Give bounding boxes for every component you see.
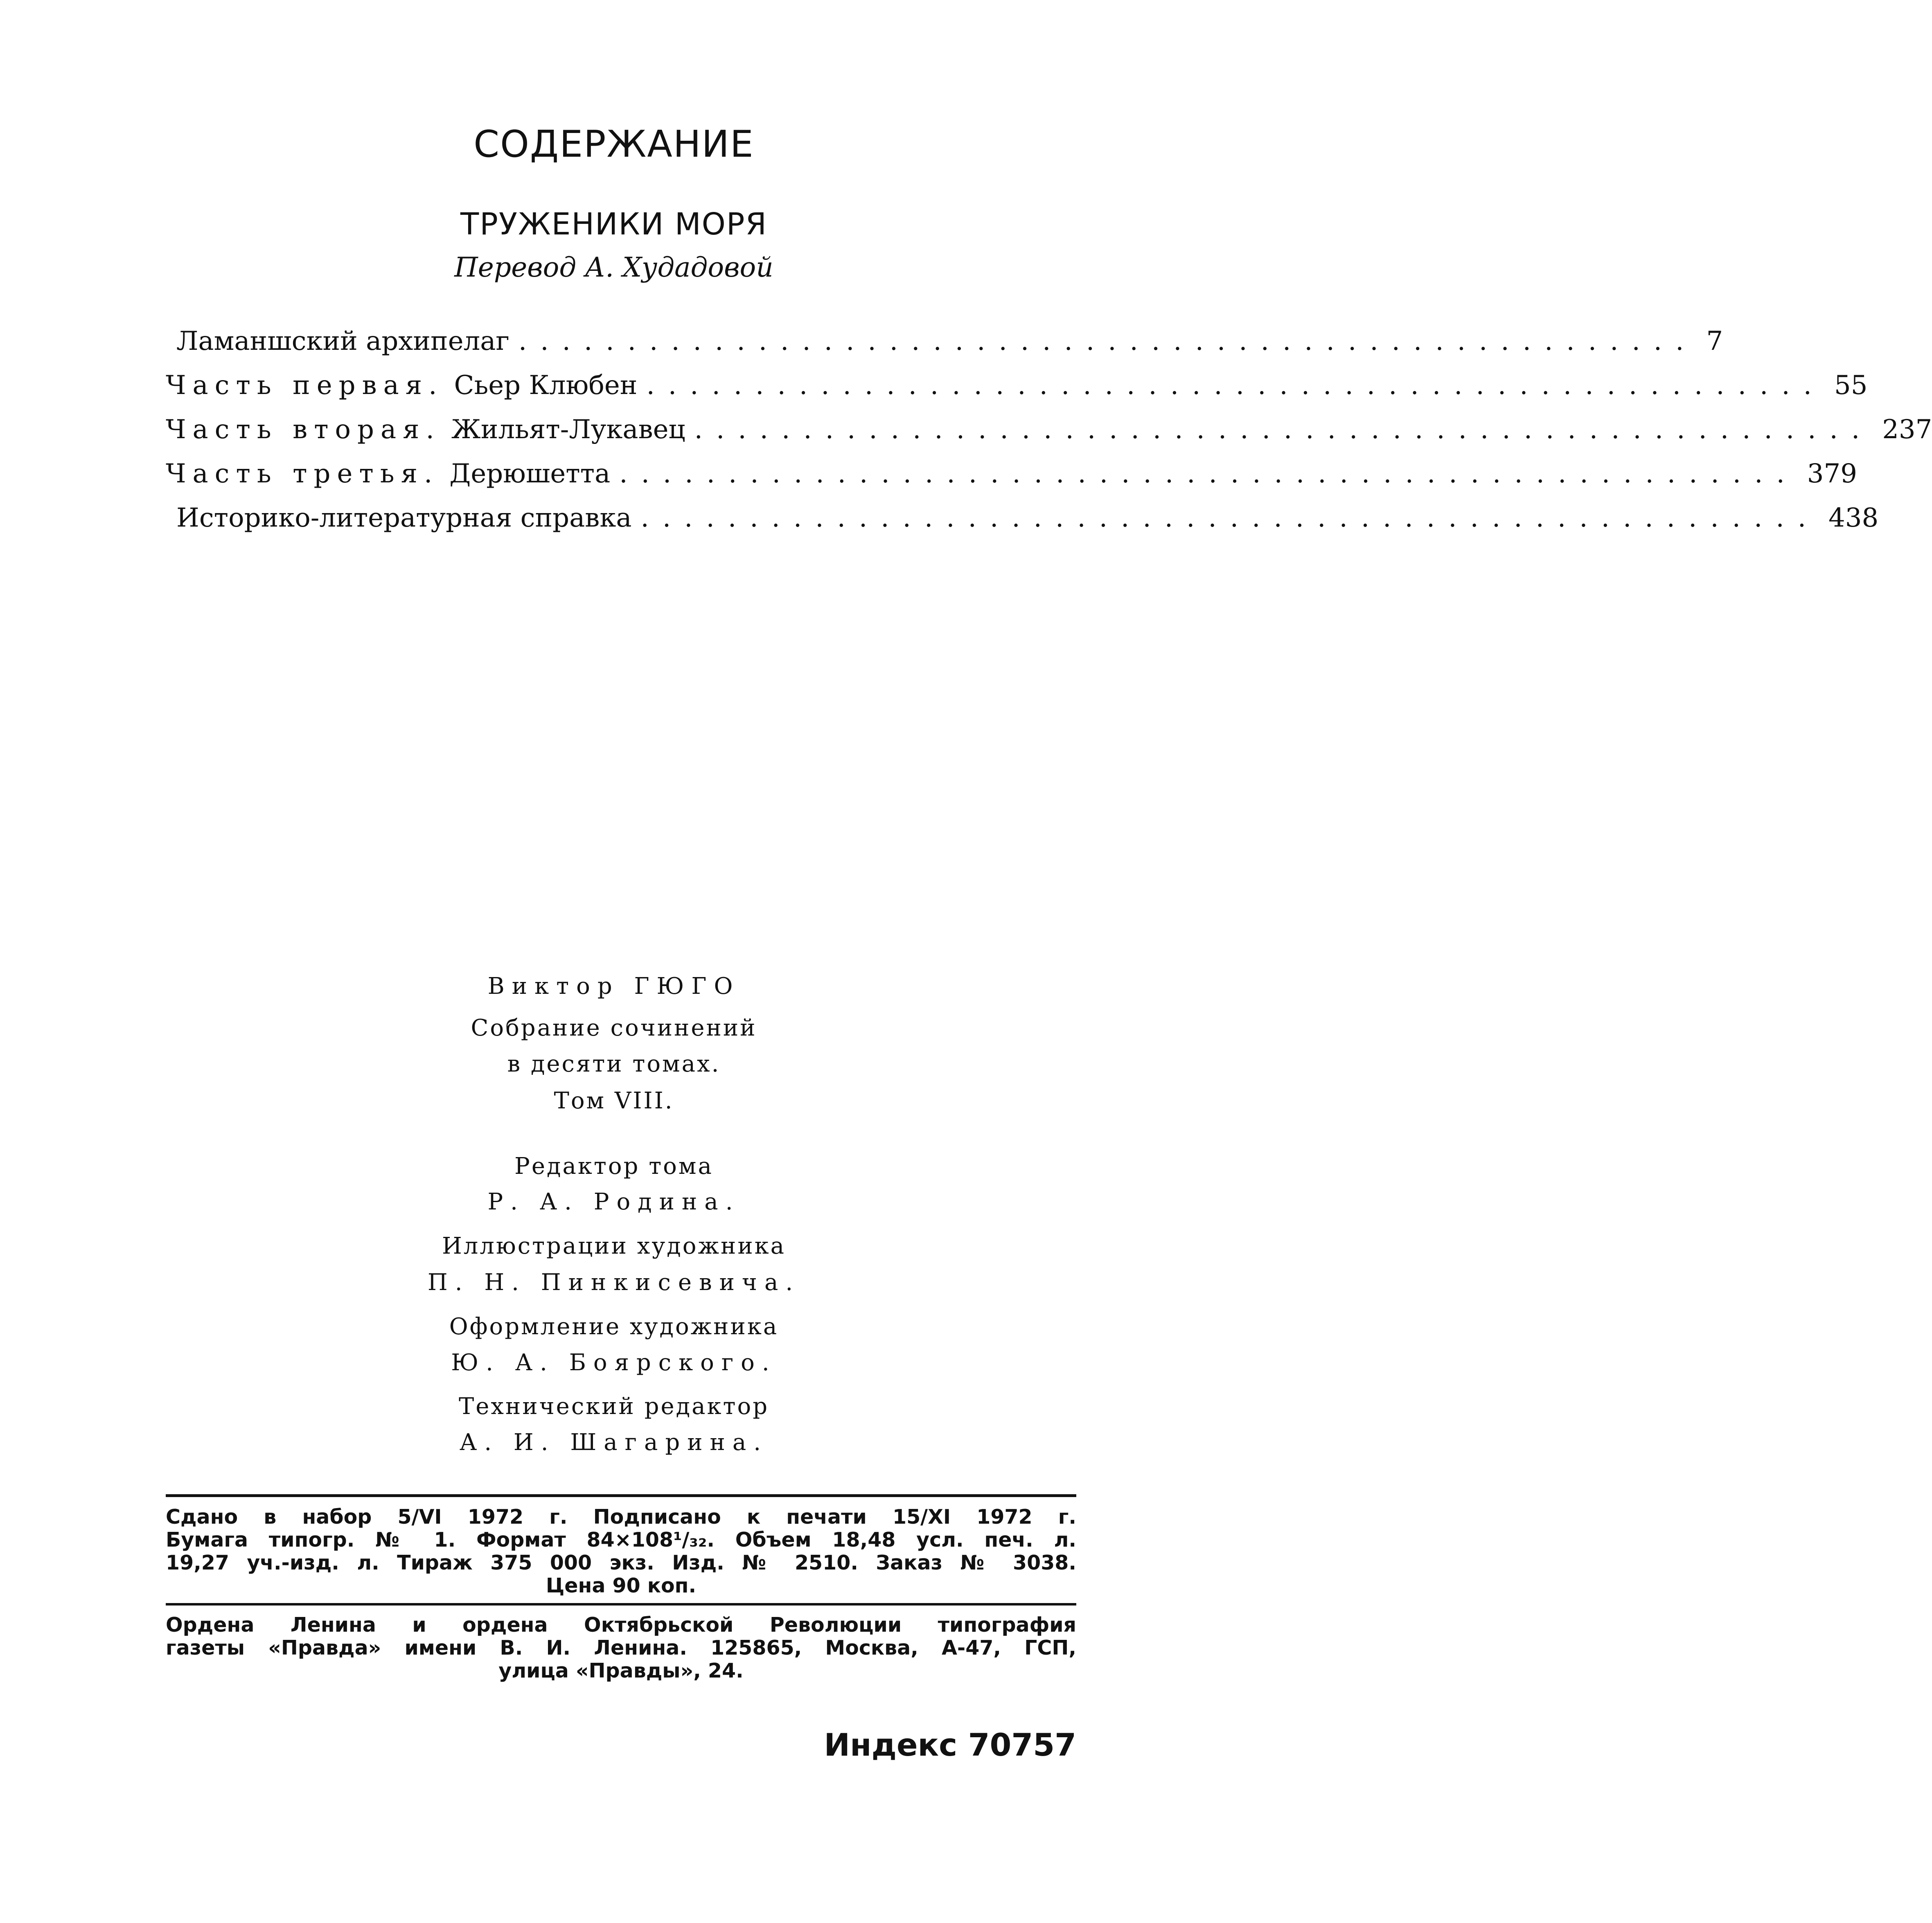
divider-bottom	[166, 1603, 1076, 1606]
toc-entry	[166, 452, 1857, 496]
toc-part-label: Часть третья.	[166, 459, 439, 489]
toc-entry	[166, 496, 1879, 540]
toc-page-number: 237	[1882, 414, 1932, 445]
editor-name: Р. А. Родина.	[487, 1189, 740, 1215]
collection-title: Собрание сочинений	[471, 1015, 757, 1041]
tech-editor-label: Технический редактор	[458, 1393, 769, 1420]
translator-credit: Перевод А. Худадовой	[454, 252, 773, 283]
illustrator-name: П. Н. Пинкисевича.	[427, 1269, 800, 1296]
tech-editor-name: А. И. Шагарина.	[459, 1429, 769, 1456]
toc-leader-dots: ......................................................	[518, 326, 1698, 356]
toc-page-number: 55	[1834, 370, 1868, 401]
volume-number: Том VIII.	[554, 1088, 674, 1114]
designer-name: Ю. А. Боярского.	[451, 1349, 777, 1376]
toc-part-label: Часть вторая.	[166, 414, 441, 445]
printer-line: улица «Правды», 24.	[498, 1659, 744, 1682]
editor-label: Редактор тома	[514, 1153, 713, 1180]
printer-line: Ордена Ленина и ордена Октябрьской Революции типография	[166, 1613, 1076, 1637]
table-of-contents	[166, 319, 1932, 540]
printer-details	[166, 1614, 1076, 1682]
toc-title: Ламаншский архипелаг	[176, 326, 509, 356]
toc-leader-dots: ......................................................	[619, 459, 1798, 489]
divider-top	[166, 1494, 1076, 1497]
illustrator-label: Иллюстрации художника	[442, 1233, 786, 1259]
publication-details	[166, 1506, 1076, 1597]
designer-label: Оформление художника	[449, 1313, 779, 1340]
publication-line: Сдано в набор 5/VI 1972 г. Подписано к печати 15/XI 1972 г.	[166, 1505, 1076, 1529]
catalog-index: Индекс 70757	[824, 1727, 1076, 1763]
toc-leader-dots: ......................................................	[640, 503, 1820, 533]
toc-entry	[166, 363, 1868, 408]
work-title: ТРУЖЕНИКИ МОРЯ	[460, 207, 767, 242]
toc-leader-dots: ......................................................	[694, 414, 1873, 445]
contents-heading: СОДЕРЖАНИЕ	[473, 123, 754, 166]
toc-page-number: 7	[1706, 326, 1723, 356]
toc-page-number: 438	[1828, 503, 1879, 533]
publication-line: 19,27 уч.-изд. л. Тираж 375 000 экз. Изд. № 2510. Заказ № 3038.	[166, 1551, 1076, 1574]
toc-leader-dots: ......................................................	[646, 370, 1825, 401]
toc-title: Сьер Клюбен	[454, 370, 638, 401]
toc-entry	[166, 408, 1932, 452]
collection-subtitle: в десяти томах.	[507, 1051, 721, 1077]
toc-title: Дерюшетта	[449, 459, 611, 489]
toc-title: Жильят-Лукавец	[451, 414, 685, 445]
printer-line: газеты «Правда» имени В. И. Ленина. 125865, Москва, А-47, ГСП,	[166, 1636, 1076, 1660]
author-name: Виктор ГЮГО	[487, 973, 740, 1000]
toc-page-number: 379	[1807, 459, 1857, 489]
toc-title: Историко-литературная справка	[176, 503, 632, 533]
price-line: Цена 90 коп.	[546, 1574, 697, 1597]
toc-entry	[166, 319, 1723, 363]
toc-part-label: Часть первая.	[166, 370, 444, 401]
publication-line: Бумага типогр. № 1. Формат 84×108¹/₃₂. Объем 18,48 усл. печ. л.	[166, 1528, 1076, 1551]
